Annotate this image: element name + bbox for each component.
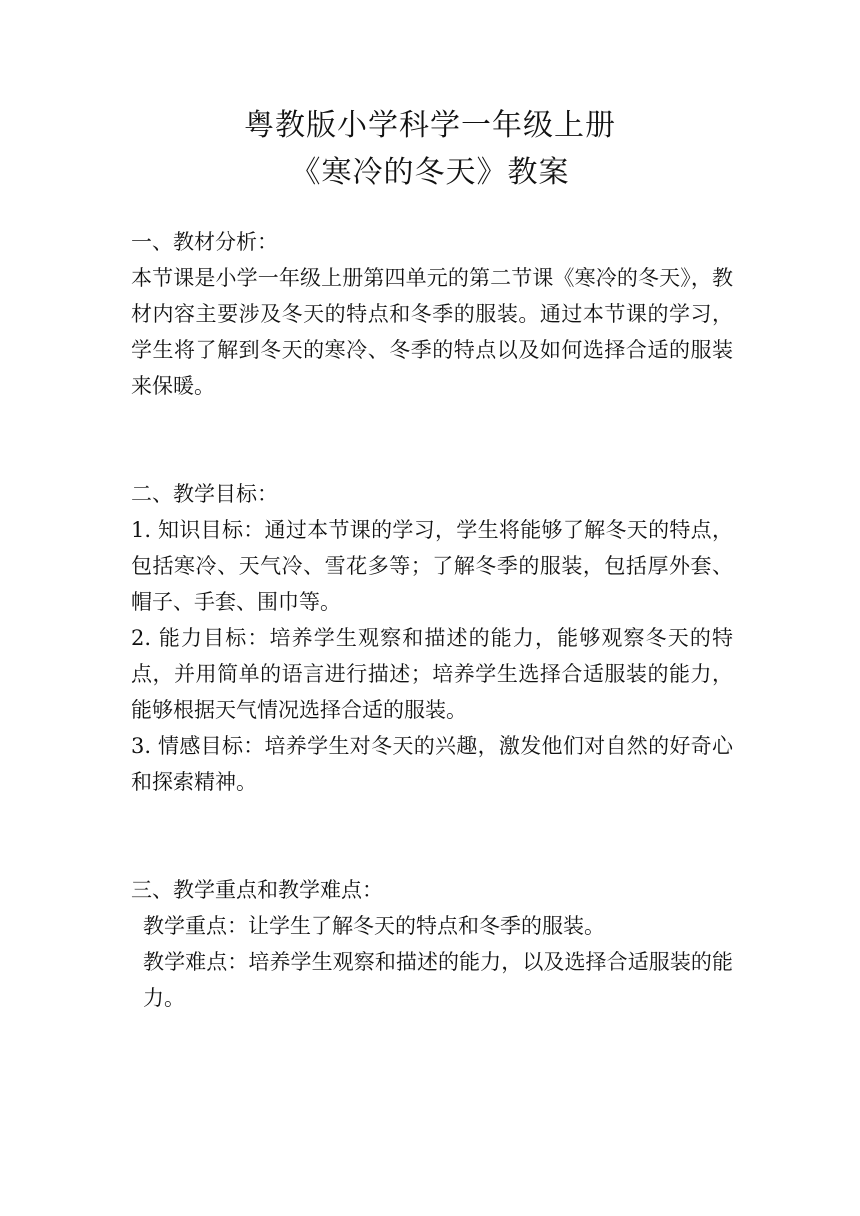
paragraph-knowledge-goal: 1. 知识目标：通过本节课的学习，学生将能够了解冬天的特点，包括寒冷、天气冷、雪花多等；了解冬季的服装，包括厚外套、帽子、手套、围巾等。 (131, 518, 733, 614)
section-heading-goals: 二、教学目标： (131, 482, 278, 506)
section-heading-key-points: 三、教学重点和教学难点： (131, 878, 383, 902)
paragraph-analysis: 本节课是小学一年级上册第四单元的第二节课《寒冷的冬天》，教材内容主要涉及冬天的特点和冬季的服装。通过本节课的学习，学生将了解到冬天的寒冷、冬季的特点以及如何选择合适的服装来保暖。 (131, 266, 733, 398)
section-gap (131, 404, 733, 440)
section-heading-analysis: 一、教材分析： (131, 230, 278, 254)
section-gap (131, 836, 733, 872)
document-title-line1: 粤教版小学科学一年级上册 (244, 108, 616, 143)
section-gap (131, 800, 733, 836)
paragraph-ability-goal: 2. 能力目标：培养学生观察和描述的能力，能够观察冬天的特点，并用简单的语言进行描述；培养学生选择合适服装的能力，能够根据天气情况选择合适的服装。 (131, 626, 733, 722)
section-gap (131, 440, 733, 476)
paragraph-emotion-goal: 3. 情感目标：培养学生对冬天的兴趣，激发他们对自然的好奇心和探索精神。 (131, 734, 733, 794)
paragraph-difficulty: 教学难点：培养学生观察和描述的能力，以及选择合适服装的能力。 (143, 950, 733, 1010)
document-title-line2: 《寒冷的冬天》教案 (290, 155, 570, 190)
document-body (131, 224, 733, 1016)
paragraph-key-point: 教学重点：让学生了解冬天的特点和冬季的服装。 (143, 914, 605, 938)
